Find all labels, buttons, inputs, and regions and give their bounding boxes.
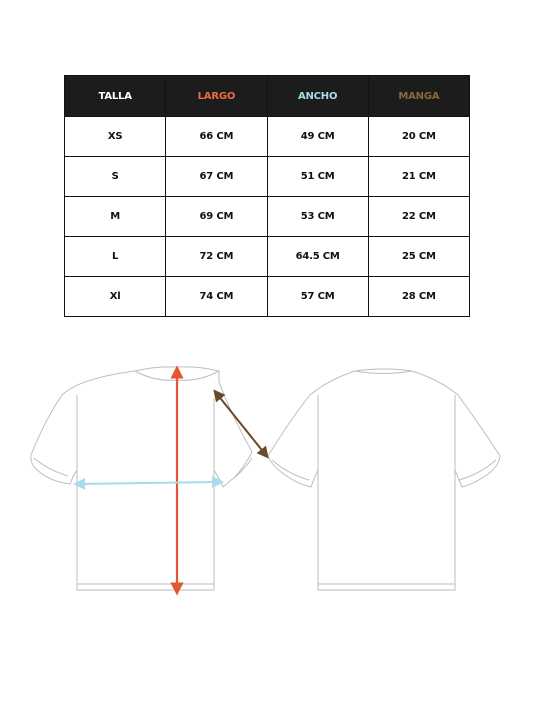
manga-cell: 21 CM: [368, 157, 469, 197]
tshirt-back-icon: [268, 369, 500, 590]
manga-cell: 25 CM: [368, 237, 469, 277]
ancho-cell: 53 CM: [267, 197, 368, 237]
size-cell: XS: [65, 117, 166, 157]
size-cell: S: [65, 157, 166, 197]
table-row: [65, 277, 470, 317]
manga-cell: 22 CM: [368, 197, 469, 237]
size-cell: M: [65, 197, 166, 237]
header-largo: LARGO: [166, 76, 267, 117]
sleeve-arrow-icon: [217, 394, 265, 454]
ancho-cell: 64.5 CM: [267, 237, 368, 277]
header-manga: MANGA: [368, 76, 469, 117]
largo-cell: 74 CM: [166, 277, 267, 317]
size-cell: Xl: [65, 277, 166, 317]
header-talla: TALLA: [65, 76, 166, 117]
table-row: [65, 157, 470, 197]
table-row: [65, 197, 470, 237]
ancho-cell: 49 CM: [267, 117, 368, 157]
size-chart-table: [64, 75, 470, 317]
largo-cell: 66 CM: [166, 117, 267, 157]
header-ancho: ANCHO: [267, 76, 368, 117]
tshirt-measurement-figure: [0, 355, 533, 605]
size-cell: L: [65, 237, 166, 277]
table-body: [65, 117, 470, 317]
table-row: [65, 237, 470, 277]
ancho-cell: 57 CM: [267, 277, 368, 317]
header-row: [65, 76, 470, 117]
largo-cell: 69 CM: [166, 197, 267, 237]
largo-cell: 72 CM: [166, 237, 267, 277]
tshirt-front-icon: [31, 367, 252, 590]
table-header: [65, 76, 470, 117]
manga-cell: 20 CM: [368, 117, 469, 157]
table-row: [65, 117, 470, 157]
ancho-cell: 51 CM: [267, 157, 368, 197]
width-arrow-icon: [79, 482, 218, 484]
manga-cell: 28 CM: [368, 277, 469, 317]
largo-cell: 67 CM: [166, 157, 267, 197]
